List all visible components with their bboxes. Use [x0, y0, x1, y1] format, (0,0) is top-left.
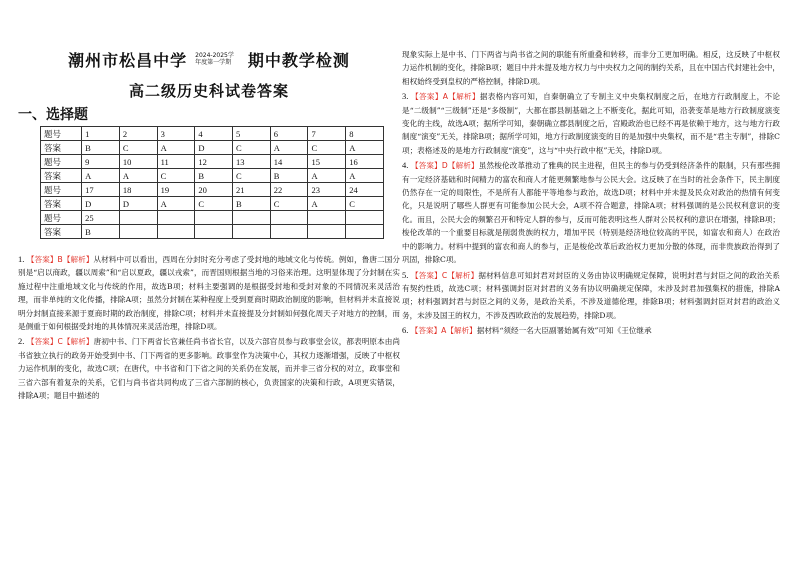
- row-header-cell: 题号: [41, 183, 82, 197]
- table-cell: [233, 225, 271, 239]
- table-cell: B: [233, 197, 271, 211]
- table-cell: A: [119, 169, 157, 183]
- analysis-tag: 【解析】: [447, 161, 479, 171]
- table-cell: 20: [195, 183, 233, 197]
- analysis-text: 据材料“须经一名大臣副署始属有效”可知《王位继承: [476, 326, 652, 336]
- school-name: 潮州市松昌中学: [68, 50, 188, 70]
- exam-name: 期中教学检测: [247, 50, 350, 70]
- analysis-text: 现象实际上是中书、门下两省与尚书省之间的职能有所重叠和转移，而非分工更加明确。相反，这反映了中枢权力运作机制的变化，排除B项；题目中并未提及地方权力与中央权力之间的制约关系，且在中国古代封建社会中，相权始终受到皇权的严格控制，排除D项。: [402, 50, 780, 86]
- question-number: 3.: [402, 91, 409, 102]
- table-cell: D: [82, 197, 120, 211]
- table-cell: C: [233, 141, 271, 155]
- table-cell: [308, 211, 346, 225]
- table-cell: [270, 211, 308, 225]
- answer-letter: A: [442, 92, 448, 102]
- question-2-continued: [402, 48, 780, 88]
- table-cell: 24: [346, 183, 384, 197]
- table-cell: C: [195, 197, 233, 211]
- table-cell: [195, 211, 233, 225]
- table-cell: 13: [233, 155, 271, 169]
- table-cell: 9: [82, 155, 120, 169]
- table-cell: 5: [233, 127, 271, 141]
- table-cell: [119, 225, 157, 239]
- question-number: 2.: [18, 336, 25, 347]
- row-header-cell: 题号: [41, 155, 82, 169]
- question-1: [18, 253, 400, 333]
- table-row: [41, 183, 384, 197]
- table-cell: 1: [82, 127, 120, 141]
- analysis-tag: 【解析】: [447, 270, 479, 280]
- row-header-cell: 答案: [41, 197, 82, 211]
- table-row: [41, 225, 384, 239]
- question-number: 6.: [402, 325, 409, 336]
- row-header-cell: 答案: [41, 141, 82, 155]
- table-row: [41, 141, 384, 155]
- question-number: 1.: [18, 254, 25, 264]
- page-title: 高二级历史科试卷答案: [128, 82, 289, 100]
- table-cell: 2: [119, 127, 157, 141]
- analysis-tag: 【解析】: [446, 326, 477, 336]
- table-row: [41, 169, 384, 183]
- table-cell: [119, 211, 157, 225]
- table-cell: C: [270, 197, 308, 211]
- table-cell: C: [119, 141, 157, 155]
- answer-letter: B: [57, 255, 63, 264]
- table-cell: 6: [270, 127, 308, 141]
- table-cell: B: [195, 169, 233, 183]
- table-cell: B: [82, 225, 120, 239]
- table-cell: [270, 225, 308, 239]
- table-cell: A: [157, 141, 195, 155]
- answer-tag: 【答案】: [26, 255, 58, 264]
- table-cell: 7: [308, 127, 346, 141]
- table-cell: 12: [195, 155, 233, 169]
- table-cell: [157, 225, 195, 239]
- analysis-text: 唐初中书、门下两省长官兼任尚书省长官，以及六部官员参与政事堂会议，都表明原本由尚书省独立执行的政务开始受到中书、门下两省的更多影响。政事堂作为决策中心，其权力逐渐增强，反映了中枢权力运作机制的变化，故选C项；在唐代，中书省和门下省之间的关系仍在发展，而并非三省分权的对立，政事堂和三省六部有着复杂的关系，它们与尚书省共同构成了三省六部制的核心，负责国家的决策和行政，A项更实错误，排除A项；题目中描述的: [18, 337, 401, 401]
- table-cell: 17: [82, 183, 120, 197]
- table-cell: A: [346, 169, 384, 183]
- table-cell: B: [270, 169, 308, 183]
- analysis-tag: 【解析】: [447, 92, 480, 102]
- table-cell: 21: [233, 183, 271, 197]
- analysis-text: 虽然梭伦改革推动了雅典的民主进程，但民主的参与仍受到经济条件的限制，只有那些拥有一定经济基础和时间精力的富农和商人才能更频繁地参与公民大会。这反映了在当时的社会条件下，民主制度仍然存在一定的局限性，不是所有人都能平等地参与政治，故选D项；材料中并未提及民众对政治的热情有何变化，只是说明了哪些人群更有可能参加公民大会，A项不符合题意，排除A项；材料强调的是公民权利意识的变化。而且，公民大会的频繁召开和特定人群的参与，反而可能表明这些人群对公民权利的意识在增强，排除B项；梭伦改革的一个重要目标就是削弱贵族的权力，增加平民（特别是经济地位较高的平民，如富农和商人）在政治中的影响力。材料中提到的富农和商人的参与，正是梭伦改革后政治权力更加分散的体现，而非贵族政治得到了巩固，排除C项。: [402, 161, 781, 265]
- answer-tag: 【答案】: [410, 326, 442, 336]
- answer-tag: 【答案】: [411, 92, 443, 102]
- table-cell: 25: [82, 211, 120, 225]
- table-row: [41, 127, 384, 141]
- table-cell: 3: [157, 127, 195, 141]
- table-cell: D: [119, 197, 157, 211]
- table-cell: A: [82, 169, 120, 183]
- analysis-text: 从材料中可以看出，西周在分封时充分考虑了受封地的地域文化与传统。例如，鲁唐二国分别是“启以商政，疆以周索”和“启以夏政，疆以戎索”，而晋国则根据当地的习俗来治理。这明显体现了分封制在实施过程中注重地域文化与传统的作用，故选B项；材料主要强调的是根据受封地和受封对象的不同情况来灵活治理，而非单纯的文化传播，排除A项；虽然分封制在某种程度上受到夏商时期政治制度的影响，但材料并未直接说明分封制直接来源于夏商时期的政治制度，排除C项；材料并未直接提及分封制如何强化周天子对地方的控制，而是侧重于如何根据受封地的具体情况来灵活治理，排除D项。: [18, 255, 401, 332]
- table-cell: 8: [346, 127, 384, 141]
- row-header-cell: 题号: [41, 127, 82, 141]
- table-cell: 22: [270, 183, 308, 197]
- left-column: [18, 46, 400, 402]
- table-cell: [308, 225, 346, 239]
- table-cell: D: [195, 141, 233, 155]
- table-cell: A: [308, 169, 346, 183]
- table-cell: C: [308, 141, 346, 155]
- table-cell: 4: [195, 127, 233, 141]
- question-5: [402, 269, 780, 323]
- table-cell: A: [270, 141, 308, 155]
- answer-letter: C: [57, 337, 63, 347]
- table-cell: [157, 211, 195, 225]
- table-cell: 10: [119, 155, 157, 169]
- table-cell: [195, 225, 233, 239]
- term-line2: 年度第一学期: [195, 59, 232, 66]
- table-cell: 15: [308, 155, 346, 169]
- analysis-text: 据表格内容可知，自秦朝确立了专制主义中央集权制度之后，在地方行政制度上，不论是“二级制”“三级制”还是“多级制”，大都在郡县制基础之上不断变化，据此可知，沿袭变革是地方行政制度演变变化的主线，故选A项；据所学可知，秦朝确立郡县制度之后，宫殿政治也已经不再是依赖于地方，这与地方行政制度“演变”无关，排除B项；据所学可知，地方行政制度演变的目的是加强中央集权，而不是“君主专制”，排除C项；表格述及的是地方行政制度“演变”，这与“中央行政中枢”无关，排除D项。: [402, 92, 780, 155]
- answer-tag: 【答案】: [410, 270, 442, 280]
- table-cell: 18: [119, 183, 157, 197]
- question-number: 5.: [402, 269, 409, 280]
- question-4: [402, 159, 780, 266]
- table-cell: 19: [157, 183, 195, 197]
- row-header-cell: 答案: [41, 225, 82, 239]
- table-cell: A: [157, 197, 195, 211]
- table-row: [41, 197, 384, 211]
- table-cell: [233, 211, 271, 225]
- table-cell: 23: [308, 183, 346, 197]
- table-cell: A: [346, 141, 384, 155]
- table-cell: 16: [346, 155, 384, 169]
- table-cell: A: [308, 197, 346, 211]
- table-cell: B: [82, 141, 120, 155]
- term-label: [195, 52, 234, 66]
- answer-tag: 【答案】: [410, 161, 442, 171]
- answer-letter: C: [441, 270, 448, 280]
- right-column: [402, 48, 780, 338]
- question-2: [18, 335, 400, 402]
- table-cell: C: [157, 169, 195, 183]
- table-cell: [346, 211, 384, 225]
- answer-letter: A: [441, 326, 447, 336]
- term-line1: 2024-2025学: [195, 52, 234, 59]
- answer-tag: 【答案】: [26, 337, 58, 347]
- table-cell: 14: [270, 155, 308, 169]
- row-header-cell: 答案: [41, 169, 82, 183]
- table-cell: C: [233, 169, 271, 183]
- row-header-cell: 题号: [41, 211, 82, 225]
- table-cell: 11: [157, 155, 195, 169]
- analysis-tag: 【解析】: [62, 337, 94, 347]
- table-cell: C: [346, 197, 384, 211]
- question-number: 4.: [402, 160, 409, 171]
- question-3: [402, 90, 780, 157]
- table-cell: [346, 225, 384, 239]
- table-row: [41, 155, 384, 169]
- analysis-text: 据材料信息可知封君对封臣的义务由协议明确规定保障，说明封君与封臣之间的政治关系有契约性质，故选C项；材料强调封臣对封君的义务有协议明确规定保障，未涉及封君加强集权的措施，排除A项；材料强调封君与封臣之间的义务，是政治关系，不涉及道德伦理，排除B项；材料强调封臣对封君的政治义务，未涉及国王的权力，不涉及西欧政治的发展趋势，排除D项。: [402, 270, 781, 320]
- question-6: [402, 324, 780, 337]
- answer-table: [40, 126, 384, 239]
- analysis-tag: 【解析】: [62, 255, 94, 264]
- table-row: [41, 211, 384, 225]
- answer-letter: D: [441, 161, 448, 171]
- title-row: [18, 46, 400, 72]
- section-heading: 一、选择题: [18, 107, 88, 123]
